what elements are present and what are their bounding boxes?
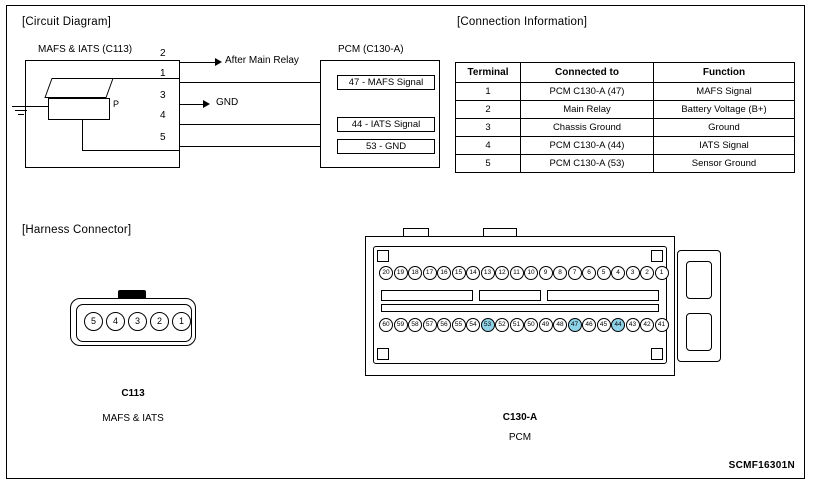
column-header-connected-to: Connected to	[521, 63, 654, 83]
ground-bar-3	[18, 114, 24, 115]
circuit-diagram	[20, 18, 440, 198]
pcm-pin-59: 59	[394, 318, 408, 332]
cell-function: Ground	[654, 119, 795, 137]
wire-pin3-arrow	[203, 100, 210, 108]
pcm-connector-label: PCM (C130-A)	[338, 44, 404, 55]
table-row	[456, 155, 795, 173]
pcm-pin-3: 3	[626, 266, 640, 280]
pcm-side-hole-bottom	[686, 313, 712, 351]
c113-name: C113	[121, 388, 145, 399]
c130a-subtitle: PCM	[508, 432, 532, 443]
wire-pin5	[180, 146, 320, 147]
connection-info-title: [Connection Information]	[457, 16, 588, 28]
pcm-top-pin-row	[379, 266, 669, 280]
column-header-function: Function	[654, 63, 795, 83]
connection-info-table	[455, 62, 795, 173]
c113-pin-3: 3	[128, 312, 147, 331]
cell-terminal: 3	[456, 119, 521, 137]
pcm-pin-53-highlighted: 53	[481, 318, 495, 332]
pcm-corner-tl	[377, 250, 389, 262]
pcm-pin-42: 42	[640, 318, 654, 332]
wire-pin4	[180, 124, 320, 125]
pcm-pin-13: 13	[481, 266, 495, 280]
mafs-iats-connector-label: MAFS & IATS (C113)	[38, 44, 133, 55]
pcm-pin-9: 9	[539, 266, 553, 280]
pcm-pin-20: 20	[379, 266, 393, 280]
pcm-pin-6: 6	[582, 266, 596, 280]
gnd-label: GND	[216, 97, 239, 108]
column-header-terminal: Terminal	[456, 63, 521, 83]
pcm-pin-56: 56	[437, 318, 451, 332]
after-main-relay-label: After Main Relay	[225, 55, 299, 66]
pin-number-3: 3	[160, 90, 166, 101]
pcm-pin-16: 16	[437, 266, 451, 280]
pcm-mid-bar-center	[479, 290, 541, 301]
pcm-pin-44-highlighted: 44	[611, 318, 625, 332]
connector-inner-hline-bottom	[82, 150, 180, 151]
pcm-pin-48: 48	[553, 318, 567, 332]
cell-connected-to: Main Relay	[521, 101, 654, 119]
wire-pin1	[180, 82, 320, 83]
c113-pin-1: 1	[172, 312, 191, 331]
pcm-pin-7: 7	[568, 266, 582, 280]
pcm-side-hole-top	[686, 261, 712, 299]
iats-sensor-element	[48, 98, 110, 120]
table-row	[456, 119, 795, 137]
pcm-pin-47: 47 - MAFS Signal	[337, 75, 435, 90]
pcm-pin-54: 54	[466, 318, 480, 332]
pcm-pin-2: 2	[640, 266, 654, 280]
harness-connector-title: [Harness Connector]	[22, 224, 132, 236]
cell-connected-to: Chassis Ground	[521, 119, 654, 137]
pin-number-5: 5	[160, 132, 166, 143]
pcm-pin-10: 10	[524, 266, 538, 280]
c113-subtitle: MAFS & IATS	[102, 413, 164, 424]
pcm-pin-4: 4	[611, 266, 625, 280]
wire-pin2	[180, 62, 216, 63]
table-row	[456, 101, 795, 119]
pcm-pin-5: 5	[597, 266, 611, 280]
pcm-pin-14: 14	[466, 266, 480, 280]
pcm-pin-53: 53 - GND	[337, 139, 435, 154]
pcm-bottom-pin-row	[379, 318, 669, 332]
pcm-pin-47-highlighted: 47	[568, 318, 582, 332]
wire-pin2-arrow	[215, 58, 222, 66]
c130a-name: C130-A	[502, 412, 538, 423]
pcm-pin-11: 11	[510, 266, 524, 280]
pcm-corner-tr	[651, 250, 663, 262]
pcm-mid-bar-left	[381, 290, 473, 301]
table-row	[456, 137, 795, 155]
pcm-corner-br	[651, 348, 663, 360]
cell-function: MAFS Signal	[654, 83, 795, 101]
c113-pin-2: 2	[150, 312, 169, 331]
pcm-mid-bar-right	[547, 290, 659, 301]
pcm-side-bracket	[677, 250, 721, 362]
mafs-sensor-element	[44, 78, 113, 98]
pcm-pin-15: 15	[452, 266, 466, 280]
pcm-pin-50: 50	[524, 318, 538, 332]
pcm-pin-60: 60	[379, 318, 393, 332]
cell-connected-to: PCM C130-A (53)	[521, 155, 654, 173]
pcm-pin-41: 41	[655, 318, 669, 332]
document-code: SCMF16301N	[728, 460, 795, 471]
connection-info-section	[455, 18, 795, 173]
wire-pin3	[180, 104, 204, 105]
ground-bar-2	[15, 110, 27, 111]
pcm-pin-19: 19	[394, 266, 408, 280]
pin-number-4: 4	[160, 110, 166, 121]
circuit-diagram-title: [Circuit Diagram]	[22, 16, 112, 28]
pin-number-1: 1	[160, 68, 166, 79]
cell-connected-to: PCM C130-A (47)	[521, 83, 654, 101]
cell-terminal: 4	[456, 137, 521, 155]
pcm-pin-44: 44 - IATS Signal	[337, 117, 435, 132]
cell-connected-to: PCM C130-A (44)	[521, 137, 654, 155]
cell-function: Battery Voltage (B+)	[654, 101, 795, 119]
pcm-mid-bar-full	[381, 304, 659, 312]
c113-pin-5: 5	[84, 312, 103, 331]
pcm-pin-49: 49	[539, 318, 553, 332]
c130a-connector	[355, 228, 735, 383]
pcm-pin-57: 57	[423, 318, 437, 332]
pcm-pin-51: 51	[510, 318, 524, 332]
pcm-corner-bl	[377, 348, 389, 360]
cell-function: Sensor Ground	[654, 155, 795, 173]
cell-terminal: 1	[456, 83, 521, 101]
pcm-pin-46: 46	[582, 318, 596, 332]
sensor-marker-label: P	[113, 99, 120, 109]
pcm-pin-43: 43	[626, 318, 640, 332]
c113-pin-4: 4	[106, 312, 125, 331]
pcm-pin-1: 1	[655, 266, 669, 280]
table-row	[456, 83, 795, 101]
pcm-pin-55: 55	[452, 318, 466, 332]
pcm-pin-8: 8	[553, 266, 567, 280]
table-header-row	[456, 63, 795, 83]
pcm-pin-18: 18	[408, 266, 422, 280]
cell-function: IATS Signal	[654, 137, 795, 155]
c113-connector	[70, 290, 200, 350]
ground-bar-1	[12, 106, 30, 107]
cell-terminal: 5	[456, 155, 521, 173]
pcm-pin-52: 52	[495, 318, 509, 332]
pcm-pin-12: 12	[495, 266, 509, 280]
pcm-pin-45: 45	[597, 318, 611, 332]
pcm-pin-17: 17	[423, 266, 437, 280]
cell-terminal: 2	[456, 101, 521, 119]
pin-number-2: 2	[160, 48, 166, 59]
pcm-pin-58: 58	[408, 318, 422, 332]
